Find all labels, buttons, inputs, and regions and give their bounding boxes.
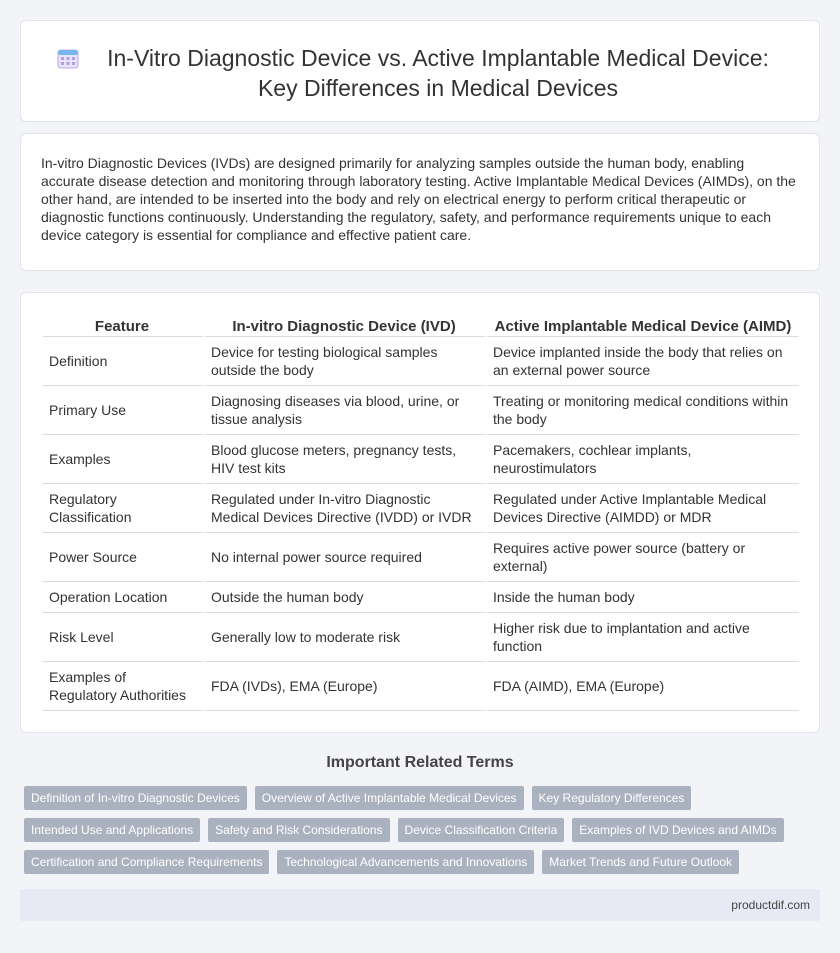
table-cell-feature: Risk Level [43, 613, 205, 662]
table-header-row [43, 315, 799, 337]
table-cell-feature: Definition [43, 337, 205, 386]
column-header-ivd: In-vitro Diagnostic Device (IVD) [205, 315, 487, 337]
table-row [43, 613, 799, 662]
table-cell-ivd: Regulated under In-vitro Diagnostic Medical Devices Directive (IVDD) or IVDR [205, 484, 487, 533]
table-cell-aimd: Pacemakers, cochlear implants, neurostimulators [487, 435, 799, 484]
table-cell-aimd: FDA (AIMD), EMA (Europe) [487, 662, 799, 711]
related-term-tag[interactable]: Technological Advancements and Innovations [277, 850, 534, 874]
table-cell-ivd: No internal power source required [205, 533, 487, 582]
tag-row [24, 786, 824, 810]
intro-paragraph: In-vitro Diagnostic Devices (IVDs) are designed primarily for analyzing samples outside the human body, enabling accurate disease detection and monitoring through laboratory testing. Active Implantable Medical Devices (AIMDs), on the other hand, are intended to be inserted into the body and rely on electrical energy to perform critical therapeutic or diagnostic functions continuously. Understanding the regulatory, safety, and performance requirements unique to each device category is essential for compliance and effective patient care. [41, 155, 796, 243]
table-cell-feature: Power Source [43, 533, 205, 582]
intro-card [20, 133, 820, 271]
table-cell-ivd: Diagnosing diseases via blood, urine, or tissue analysis [205, 386, 487, 435]
table-row [43, 582, 799, 613]
footer-site-link[interactable]: productdif.com [731, 898, 810, 912]
table-cell-ivd: FDA (IVDs), EMA (Europe) [205, 662, 487, 711]
table-cell-aimd: Higher risk due to implantation and active function [487, 613, 799, 662]
table-cell-aimd: Device implanted inside the body that relies on an external power source [487, 337, 799, 386]
table-row [43, 386, 799, 435]
table-cell-feature: Regulatory Classification [43, 484, 205, 533]
related-term-tag[interactable]: Key Regulatory Differences [532, 786, 692, 810]
table-cell-aimd: Requires active power source (battery or external) [487, 533, 799, 582]
table-cell-feature: Operation Location [43, 582, 205, 613]
related-term-tag[interactable]: Overview of Active Implantable Medical Devices [255, 786, 524, 810]
table-cell-feature: Examples [43, 435, 205, 484]
related-term-tag[interactable]: Safety and Risk Considerations [208, 818, 389, 842]
related-terms-heading: Important Related Terms [326, 754, 514, 771]
table-cell-aimd: Treating or monitoring medical conditions within the body [487, 386, 799, 435]
table-row [43, 337, 799, 386]
column-header-aimd: Active Implantable Medical Device (AIMD) [487, 315, 799, 337]
page-title: In-Vitro Diagnostic Device vs. Active Implantable Medical Device: Key Differences in Medical Devices [107, 45, 769, 101]
footer [20, 889, 820, 921]
table-cell-feature: Primary Use [43, 386, 205, 435]
table-row [43, 533, 799, 582]
column-header-feature: Feature [43, 315, 205, 337]
related-term-tag[interactable]: Device Classification Criteria [398, 818, 565, 842]
related-term-tag[interactable]: Definition of In-vitro Diagnostic Devices [24, 786, 247, 810]
table-cell-ivd: Generally low to moderate risk [205, 613, 487, 662]
table-cell-ivd: Outside the human body [205, 582, 487, 613]
related-terms-list [24, 786, 824, 882]
table-cell-ivd: Blood glucose meters, pregnancy tests, HIV test kits [205, 435, 487, 484]
related-term-tag[interactable]: Certification and Compliance Requirements [24, 850, 269, 874]
table-row [43, 435, 799, 484]
tag-row [24, 818, 824, 842]
comparison-table [43, 315, 799, 711]
table-cell-aimd: Regulated under Active Implantable Medical Devices Directive (AIMDD) or MDR [487, 484, 799, 533]
table-cell-feature: Examples of Regulatory Authorities [43, 662, 205, 711]
related-term-tag[interactable]: Market Trends and Future Outlook [542, 850, 739, 874]
table-cell-ivd: Device for testing biological samples outside the body [205, 337, 487, 386]
related-term-tag[interactable]: Examples of IVD Devices and AIMDs [572, 818, 783, 842]
comparison-table-card [20, 292, 820, 733]
title-card [20, 20, 820, 122]
table-cell-aimd: Inside the human body [487, 582, 799, 613]
table-row [43, 662, 799, 711]
related-term-tag[interactable]: Intended Use and Applications [24, 818, 200, 842]
table-row [43, 484, 799, 533]
tag-row [24, 850, 824, 874]
